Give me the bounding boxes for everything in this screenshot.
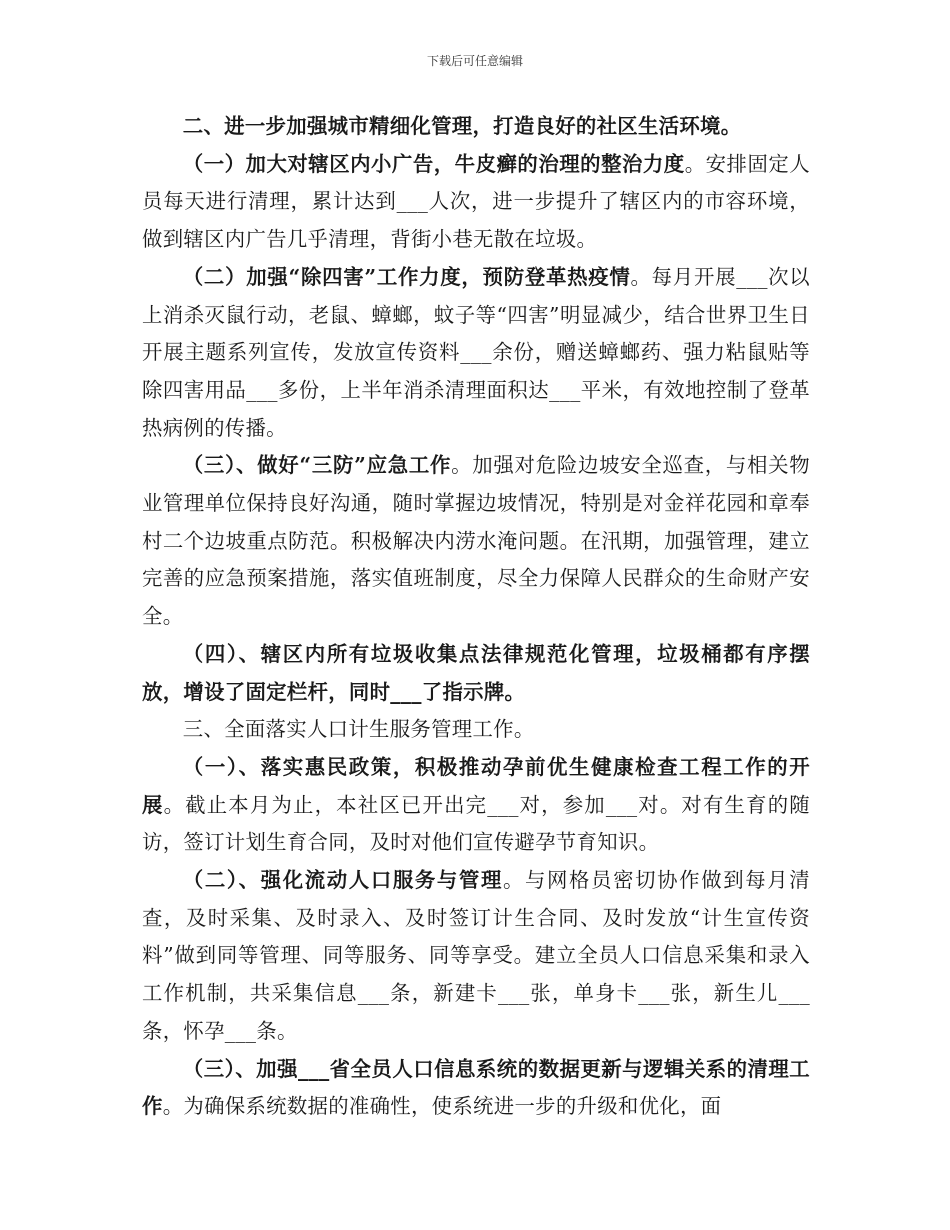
paragraph-text: 三、全面落实人口计生服务管理工作。 [182,717,535,742]
bold-lead: （二）、强化流动人口服务与管理 [182,868,503,893]
paragraph [142,862,810,1051]
paragraph-text: 。与网格员密切协作做到每月清查，及时采集、及时录入、及时签订计生合同、及时发放“计生宣传资料”做到同等管理、同等服务、同等享受。建立全员人口信息采集和录入工作机制，共采集信息___条，新建卡___张，单身卡___张，新生儿___条，怀孕___条。 [142,868,810,1043]
bold-lead: （三）、做好“三防”应急工作 [182,453,452,478]
paragraph-text: 。加强对危险边坡安全巡查，与相关物业管理单位保持良好沟通，随时掌握边坡情况，特别是对金祥花园和章奉村二个边坡重点防范。积极解决内涝水淹问题。在汛期，加强管理，建立完善的应急预案措施，落实值班制度，尽全力保障人民群众的生命财产安全。 [142,453,810,629]
paragraph [142,447,810,636]
bold-lead: 二、进一步加强城市精细化管理，打造良好的社区生活环境。 [182,114,742,138]
paragraph-text: 。安排固定人员每天进行清理，累计达到___人次，进一步提升了辖区内的市容环境，做到辖区内广告几乎清理，背街小巷无散在垃圾。 [142,151,810,252]
document-body [142,108,810,1126]
bold-lead: （三）、加强___省全员人口信息系统的数据更新与逻辑关系的清理工作 [142,1056,810,1119]
paragraph-text: 。截止本月为止，本社区已开出完___对，参加___对。对有生育的随访，签订计划生育合同，及时对他们宣传避孕节育知识。 [142,792,810,855]
paragraph [142,259,810,448]
paragraph [142,1051,810,1126]
paragraph [142,749,810,862]
page-header: 下载后可任意编辑 [426,54,523,68]
bold-lead: （四）、辖区内所有垃圾收集点法律规范化管理，垃圾桶都有序摆放，增设了固定栏杆，同时___了指示牌。 [142,641,810,704]
bold-lead: （一）加大对辖区内小广告，牛皮癣的治理的整治力度 [182,151,685,176]
bold-lead: （一）、落实惠民政策，积极推动孕前优生健康检查工程工作的开展 [142,754,810,817]
paragraph [142,636,810,711]
paragraph-text: 。为确保系统数据的准确性，使系统进一步的升级和优化，面 [162,1094,722,1119]
paragraph [142,146,810,259]
paragraph-text: 。每月开展___次以上消杀灭鼠行动，老鼠、蟑螂，蚊子等“四害”明显减少，结合世界卫生日开展主题系列宣传，发放宣传资料___余份，赠送蟑螂药、强力粘鼠贴等除四害用品___多份，上半年消杀清理面积达___平米，有效地控制了登革热病例的传播。 [142,264,810,440]
section-heading-3 [142,711,810,749]
section-heading-2 [142,108,810,146]
bold-lead: （二）加强“除四害”工作力度，预防登革热疫情 [182,264,631,289]
